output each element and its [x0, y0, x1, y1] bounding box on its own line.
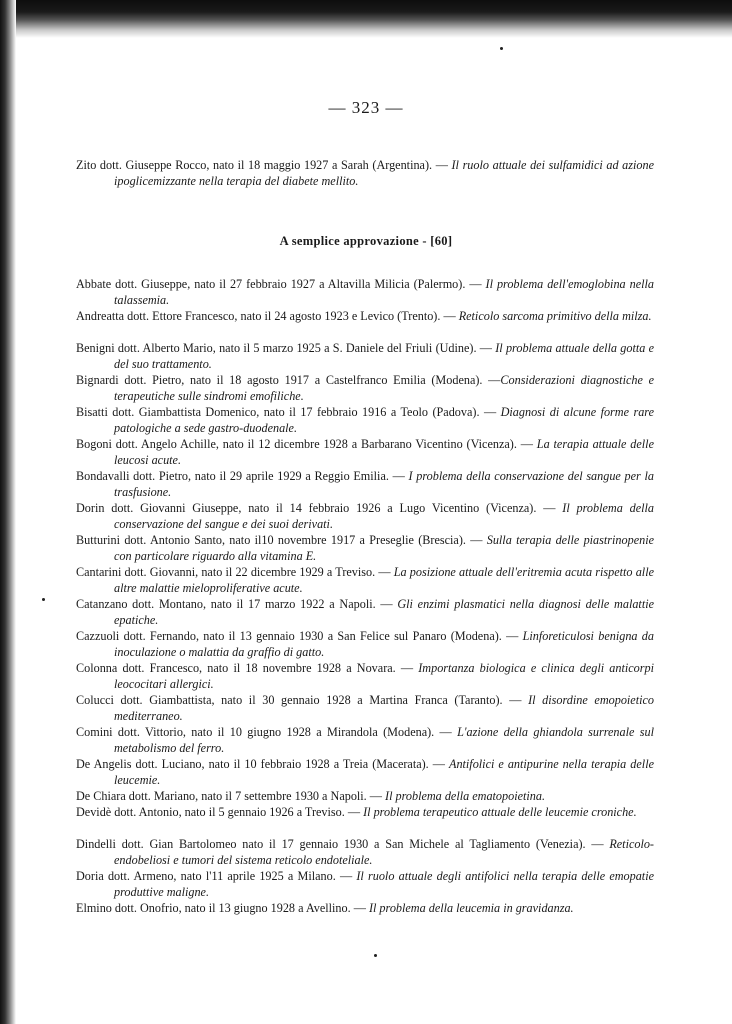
- entry-cazzuoli: [76, 628, 654, 660]
- entry-de-chiara: [76, 788, 654, 804]
- entry-text: Comini dott. Vittorio, nato il 10 giugno 1928 a Mirandola (Modena). —: [76, 725, 458, 739]
- page-number: — 323 —: [328, 98, 404, 117]
- entry-text: Butturini dott. Antonio Santo, nato il10 novembre 1917 a Preseglie (Brescia). —: [76, 533, 487, 547]
- entry-text: Bogoni dott. Angelo Achille, nato il 12 dicembre 1928 a Barbarano Vicentino (Vicenza). —: [76, 437, 537, 451]
- entry-andreatta: [76, 308, 654, 324]
- entry-title: Diagnosi di alcune forme rare patologiche a sede gastro-duodenale.: [114, 405, 654, 435]
- entry-text: Devidè dott. Antonio, nato il 5 gennaio 1926 a Treviso. —: [76, 805, 364, 819]
- entry-text: Abbate dott. Giuseppe, nato il 27 febbraio 1927 a Altavilla Milicia (Palermo). —: [76, 277, 486, 291]
- entry-text: Catanzano dott. Montano, nato il 17 marzo 1922 a Napoli. —: [76, 597, 398, 611]
- scan-speck: [374, 954, 377, 957]
- entry-cantarini: [76, 564, 654, 596]
- entry-doria: [76, 868, 654, 900]
- entry-colucci: [76, 692, 654, 724]
- entry-devide: [76, 804, 654, 820]
- entry-text: Dorin dott. Giovanni Giuseppe, nato il 14 febbraio 1926 a Lugo Vicentino (Vicenza). —: [76, 501, 563, 515]
- entry-title: L'azione della ghiandola surrenale sul metabolismo del ferro.: [114, 725, 654, 755]
- entry-title: Il problema della ematopoietina.: [385, 789, 546, 803]
- entry-title: Il ruolo attuale degli antifolici nella terapia delle emopatie produttive maligne.: [114, 869, 654, 899]
- entry-title: Sulla terapia delle piastrinopenie con particolare riguardo alla vitamina E.: [114, 533, 654, 563]
- entry-benigni: [76, 340, 654, 372]
- entry-title: Il problema della leucemia in gravidanza.: [368, 901, 574, 915]
- entry-title: Il ruolo attuale dei sulfamidici ad azione ipoglicemizzante nella terapia del diabete mellito.: [114, 158, 654, 188]
- scan-left-edge: [0, 0, 16, 1024]
- entry-title: Il disordine emopoietico mediterraneo.: [114, 693, 654, 723]
- entry-text: Doria dott. Armeno, nato l'11 aprile 1925 a Milano. —: [76, 869, 357, 883]
- entry-de-angelis: [76, 756, 654, 788]
- entry-title: La posizione attuale dell'eritremia acuta rispetto alle altre malattie mieloproliferative acute.: [114, 565, 654, 595]
- entry-text: Zito dott. Giuseppe Rocco, nato il 18 maggio 1927 a Sarah (Argentina). —: [76, 158, 452, 172]
- entry-bignardi: [76, 372, 654, 404]
- entry-title: Il problema attuale della gotta e del suo trattamento.: [114, 341, 654, 371]
- entry-colonna: [76, 660, 654, 692]
- entry-dorin: [76, 500, 654, 532]
- section-title: A semplice approvazione - [60]: [279, 234, 453, 248]
- entry-bondavalli: [76, 468, 654, 500]
- entry-title: I problema della conservazione del sangue per la trasfusione.: [114, 469, 654, 499]
- entry-text: Andreatta dott. Ettore Francesco, nato il 24 agosto 1923 e Levico (Trento). —: [76, 309, 459, 323]
- entry-text: Bondavalli dott. Pietro, nato il 29 aprile 1929 a Reggio Emilia. —: [76, 469, 409, 483]
- entry-text: Colonna dott. Francesco, nato il 18 novembre 1928 a Novara. —: [76, 661, 419, 675]
- entry-text: Colucci dott. Giambattista, nato il 30 gennaio 1928 a Martina Franca (Taranto). —: [76, 693, 529, 707]
- entry-title: Linforeticulosi benigna da inoculazione o malattia da graffio di gatto.: [114, 629, 654, 659]
- entry-butturini: [76, 532, 654, 564]
- entry-title: Il problema dell'emoglobina nella talassemia.: [114, 277, 654, 307]
- entry-text: Cazzuoli dott. Fernando, nato il 13 gennaio 1930 a San Felice sul Panaro (Modena). —: [76, 629, 523, 643]
- scan-speck: [42, 598, 45, 601]
- entry-title: Considerazioni diagnostiche e terapeutiche sulle sindromi emofiliche.: [114, 373, 654, 403]
- entry-title: Reticolo-endobeliosi e tumori del sistema reticolo endoteliale.: [114, 837, 654, 867]
- entry-abbate: [76, 276, 654, 308]
- entry-text: Dindelli dott. Gian Bartolomeo nato il 17 gennaio 1930 a San Michele al Tagliamento (Venezia). —: [76, 837, 610, 851]
- entry-text: Bignardi dott. Pietro, nato il 18 agosto 1917 a Castelfranco Emilia (Modena). —: [76, 373, 501, 387]
- scan-top-edge: [0, 0, 732, 38]
- entry-title: Reticolo sarcoma primitivo della milza.: [458, 309, 652, 323]
- intro-entry: [76, 157, 654, 189]
- entry-text: Elmino dott. Onofrio, nato il 13 giugno 1928 a Avellino. —: [76, 901, 369, 915]
- entry-title: Gli enzimi plasmatici nella diagnosi delle malattie epatiche.: [114, 597, 655, 627]
- entry-bisatti: [76, 404, 654, 436]
- scan-speck: [500, 47, 503, 50]
- entry-comini: [76, 724, 654, 756]
- entry-title: Il problema della conservazione del sangue e dei suoi derivati.: [114, 501, 655, 531]
- entry-title: Antifolici e antipurine nella terapia delle leucemie.: [114, 757, 654, 787]
- entry-bogoni: [76, 436, 654, 468]
- entry-title: Il problema terapeutico attuale delle leucemie croniche.: [363, 805, 637, 819]
- entry-elmino: [76, 900, 654, 916]
- entry-catanzano: [76, 596, 654, 628]
- entry-text: Benigni dott. Alberto Mario, nato il 5 marzo 1925 a S. Daniele del Friuli (Udine). —: [76, 341, 496, 355]
- entry-text: Bisatti dott. Giambattista Domenico, nato il 17 febbraio 1916 a Teolo (Padova). —: [76, 405, 501, 419]
- entry-title: La terapia attuale delle leucosi acute.: [114, 437, 654, 467]
- entry-text: De Chiara dott. Mariano, nato il 7 settembre 1930 a Napoli. —: [76, 789, 386, 803]
- entry-title: Importanza biologica e clinica degli anticorpi leococitari allergici.: [114, 661, 654, 691]
- entry-dindelli: [76, 836, 654, 868]
- entry-text: Cantarini dott. Giovanni, nato il 22 dicembre 1929 a Treviso. —: [76, 565, 394, 579]
- entry-text: De Angelis dott. Luciano, nato il 10 febbraio 1928 a Treia (Macerata). —: [76, 757, 449, 771]
